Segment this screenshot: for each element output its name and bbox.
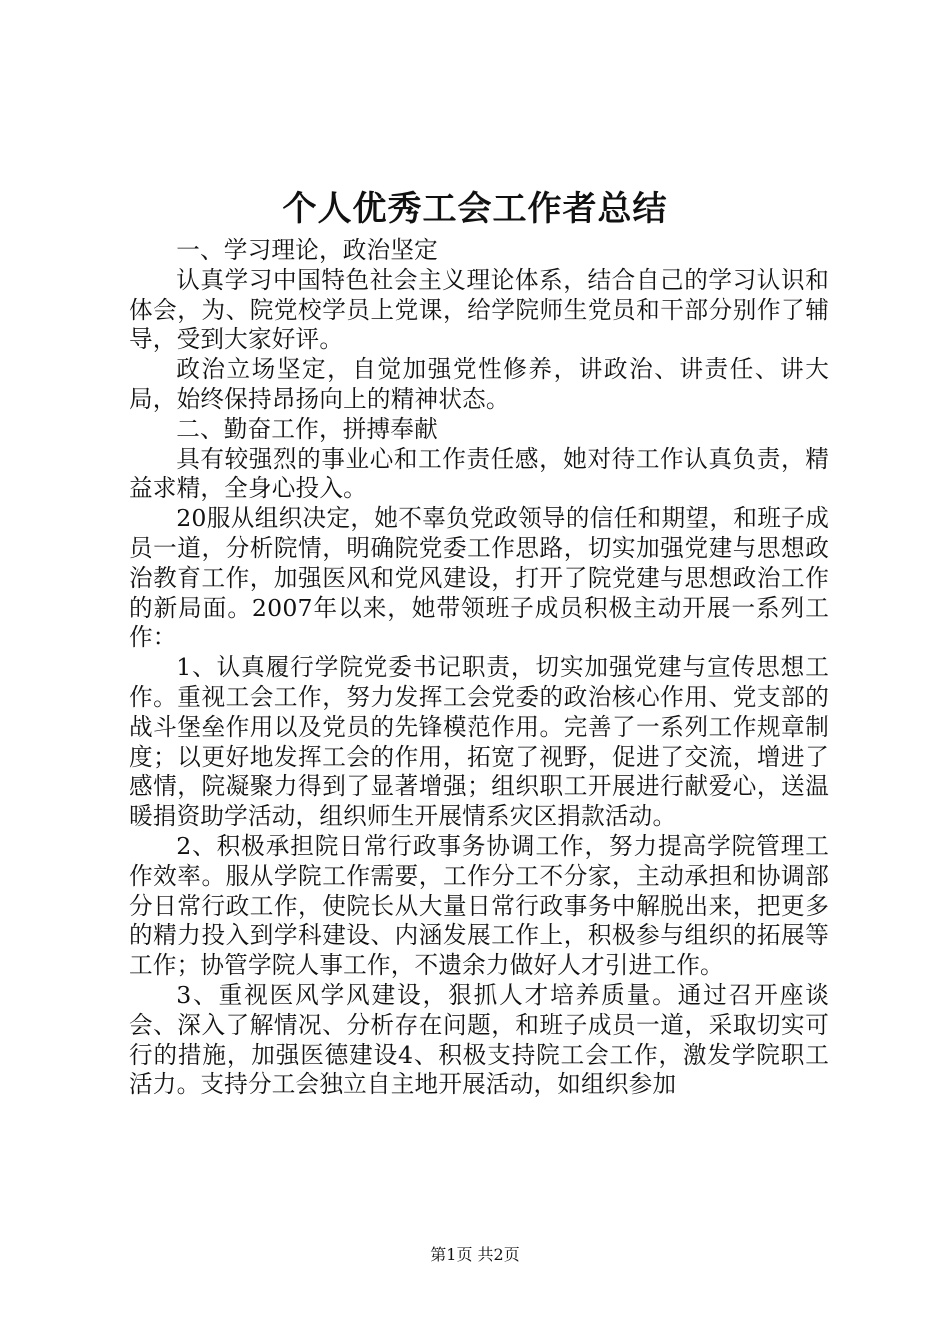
list-item-2: 2、积极承担院日常行政事务协调工作，努力提高学院管理工作效率。服从学院工作需要，工作分工不分家，主动承担和协调部分日常行政工作，使院长从大量日常行政事务中解脱出来，把更多的精力投入到学科建设、内涵发展工作上，积极参与组织的拓展等工作；协管学院人事工作，不遗余力做好人才引进工作。 xyxy=(129,831,829,980)
document-title: 个人优秀工会工作者总结 xyxy=(282,189,668,229)
page-number-footer: 第1页 共2页 xyxy=(430,1245,520,1264)
list-item-3: 3、重视医风学风建设，狠抓人才培养质量。通过召开座谈会、深入了解情况、分析存在问题，和班子成员一道，采取切实可行的措施，加强医德建设4、积极支持院工会工作，激发学院职工活力。支持分工会独立自主地开展活动，如组织参加 xyxy=(129,980,829,1099)
paragraph: 具有较强烈的事业心和工作责任感，她对待工作认真负责，精益求精，全身心投入。 xyxy=(129,444,829,503)
paragraph: 20服从组织决定，她不辜负党政领导的信任和期望，和班子成员一道，分析院情，明确院党委工作思路，切实加强党建与思想政治教育工作，加强医风和党风建设，打开了院党建与思想政治工作的新局面。2007年以来，她带领班子成员积极主动开展一系列工作： xyxy=(129,504,829,652)
paragraph: 政治立场坚定，自觉加强党性修养，讲政治、讲责任、讲大局，始终保持昂扬向上的精神状态。 xyxy=(129,355,829,413)
list-item-1: 1、认真履行学院党委书记职责，切实加强党建与宣传思想工作。重视工会工作，努力发挥工会党委的政治核心作用、党支部的战斗堡垒作用以及党员的先锋模范作用。完善了一系列工作规章制度；以更好地发挥工会的作用，拓宽了视野，促进了交流，增进了感情，院凝聚力得到了显著增强；组织职工开展进行献爱心，送温暖捐资助学活动，组织师生开展情系灾区捐款活动。 xyxy=(129,653,829,831)
section-heading-2: 二、勤奋工作，拼搏奉献 xyxy=(176,414,438,443)
section-heading-1: 一、学习理论，政治坚定 xyxy=(176,236,438,264)
document-body xyxy=(129,236,829,1100)
paragraph: 认真学习中国特色社会主义理论体系，结合自己的学习认识和体会，为、院党校学员上党课，给学院师生党员和干部分别作了辅导，受到大家好评。 xyxy=(129,265,829,354)
